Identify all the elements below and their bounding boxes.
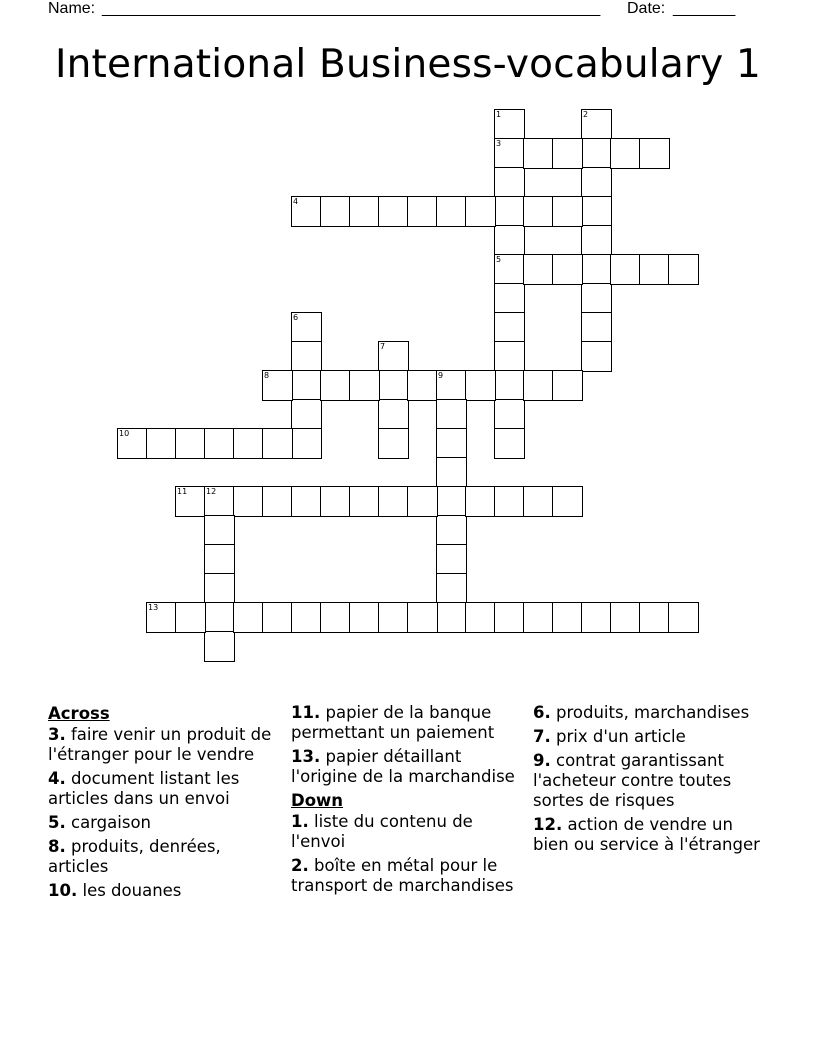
crossword-cell[interactable] [494, 138, 525, 169]
crossword-cell[interactable] [378, 370, 409, 401]
clue-text: les douanes [82, 881, 182, 900]
clue-text: document listant les articles dans un envoi [48, 769, 240, 808]
crossword-cell[interactable] [581, 109, 612, 140]
across-clue [48, 837, 280, 877]
crossword-cell[interactable] [320, 602, 351, 633]
crossword-cell[interactable] [465, 196, 496, 227]
clue-text: faire venir un produit de l'étranger pour le vendre [48, 725, 272, 764]
clue-number: 12. [533, 815, 563, 834]
cell-number: 5 [496, 255, 502, 264]
crossword-cell[interactable] [610, 138, 641, 169]
crossword-cell[interactable] [349, 196, 380, 227]
crossword-cell[interactable] [378, 486, 409, 517]
clue-text: cargaison [71, 813, 151, 832]
crossword-cell[interactable] [378, 341, 409, 372]
cell-number: 12 [206, 487, 217, 496]
cell-number: 4 [293, 197, 299, 206]
crossword-cell[interactable] [291, 341, 322, 372]
crossword-cell[interactable] [436, 457, 467, 488]
crossword-cell[interactable] [639, 254, 670, 285]
crossword-cell[interactable] [233, 486, 264, 517]
crossword-cell[interactable] [494, 283, 525, 314]
crossword-cell[interactable] [552, 602, 583, 633]
crossword-cell[interactable] [436, 573, 467, 604]
crossword-cell[interactable] [436, 602, 467, 633]
crossword-cell[interactable] [581, 196, 612, 227]
crossword-cell[interactable] [407, 196, 438, 227]
date-label: Date: [627, 0, 666, 17]
crossword-cell[interactable] [552, 196, 583, 227]
crossword-cell[interactable] [291, 399, 322, 430]
crossword-cell[interactable] [581, 283, 612, 314]
clue-number: 1. [291, 812, 309, 831]
crossword-cell[interactable] [436, 428, 467, 459]
crossword-cell[interactable] [175, 602, 206, 633]
crossword-cell[interactable] [175, 486, 206, 517]
crossword-cell[interactable] [204, 544, 235, 575]
crossword-cell[interactable] [378, 399, 409, 430]
crossword-cell[interactable] [581, 254, 612, 285]
cell-number: 1 [496, 110, 502, 119]
crossword-cell[interactable] [349, 486, 380, 517]
crossword-cell[interactable] [494, 109, 525, 140]
crossword-cell[interactable] [262, 428, 293, 459]
crossword-cell[interactable] [494, 341, 525, 372]
down-clue [533, 751, 765, 811]
clue-number: 7. [533, 727, 551, 746]
crossword-cell[interactable] [610, 602, 641, 633]
crossword-cell[interactable] [436, 515, 467, 546]
clue-number: 13. [291, 747, 321, 766]
crossword-cell[interactable] [204, 428, 235, 459]
crossword-cell[interactable] [204, 573, 235, 604]
crossword-cell[interactable] [494, 312, 525, 343]
crossword-cell[interactable] [581, 138, 612, 169]
clue-text: papier de la banque permettant un paiement [291, 703, 495, 742]
crossword-cell[interactable] [436, 196, 467, 227]
down-clue [533, 703, 765, 723]
crossword-cell[interactable] [349, 370, 380, 401]
cell-number: 8 [264, 371, 270, 380]
name-blank[interactable]: ________________________________________________________ [102, 0, 601, 17]
crossword-cell[interactable] [494, 602, 525, 633]
crossword-cell[interactable] [407, 486, 438, 517]
crossword-cell[interactable] [494, 254, 525, 285]
crossword-cell[interactable] [581, 602, 612, 633]
crossword-cell[interactable] [204, 631, 235, 662]
clue-text: boîte en métal pour le transport de marchandises [291, 856, 514, 895]
cell-number: 3 [496, 139, 502, 148]
crossword-cell[interactable] [436, 370, 467, 401]
crossword-cell[interactable] [639, 138, 670, 169]
down-clue [291, 812, 523, 852]
crossword-cell[interactable] [465, 486, 496, 517]
crossword-cell[interactable] [465, 602, 496, 633]
crossword-cell[interactable] [523, 196, 554, 227]
cell-number: 13 [148, 603, 159, 612]
crossword-cell[interactable] [291, 486, 322, 517]
down-clue [291, 856, 523, 896]
crossword-cell[interactable] [581, 341, 612, 372]
crossword-cell[interactable] [407, 602, 438, 633]
clue-number: 4. [48, 769, 66, 788]
crossword-cell[interactable] [610, 254, 641, 285]
clue-text: prix d'un article [556, 727, 686, 746]
cell-number: 6 [293, 313, 299, 322]
crossword-cell[interactable] [581, 312, 612, 343]
clue-number: 6. [533, 703, 551, 722]
down-clue [533, 727, 765, 747]
crossword-cell[interactable] [494, 225, 525, 256]
crossword-cell[interactable] [262, 486, 293, 517]
clue-text: action de vendre un bien ou service à l'étranger [533, 815, 760, 854]
crossword-cell[interactable] [407, 370, 438, 401]
clue-number: 11. [291, 703, 321, 722]
cell-number: 7 [380, 342, 386, 351]
crossword-cell[interactable] [523, 138, 554, 169]
crossword-cell[interactable] [494, 167, 525, 198]
crossword-cell[interactable] [494, 486, 525, 517]
across-clue [48, 813, 280, 833]
crossword-cell[interactable] [552, 370, 583, 401]
crossword-cell[interactable] [494, 399, 525, 430]
crossword-cell[interactable] [146, 428, 177, 459]
clue-number: 10. [48, 881, 78, 900]
clue-text: contrat garantissant l'acheteur contre toutes sortes de risques [533, 751, 732, 810]
down-clue [533, 815, 765, 855]
crossword-cell[interactable] [523, 602, 554, 633]
crossword-cell[interactable] [291, 312, 322, 343]
crossword-cell[interactable] [552, 138, 583, 169]
crossword-cell[interactable] [523, 370, 554, 401]
crossword-cell[interactable] [117, 428, 148, 459]
crossword-cell[interactable] [552, 486, 583, 517]
crossword-cell[interactable] [233, 602, 264, 633]
crossword-cell[interactable] [523, 486, 554, 517]
crossword-cell[interactable] [465, 370, 496, 401]
across-clue [291, 747, 523, 787]
clue-text: produits, denrées, articles [48, 837, 221, 876]
crossword-cell[interactable] [494, 428, 525, 459]
clue-text: liste du contenu de l'envoi [291, 812, 473, 851]
crossword-cell[interactable] [262, 602, 293, 633]
name-label: Name: [48, 0, 96, 17]
crossword-cell[interactable] [349, 602, 380, 633]
crossword-cell[interactable] [291, 370, 322, 401]
cell-number: 11 [177, 487, 188, 496]
crossword-cell[interactable] [320, 196, 351, 227]
crossword-cell[interactable] [146, 602, 177, 633]
crossword-cell[interactable] [494, 370, 525, 401]
clue-text: papier détaillant l'origine de la marchandise [291, 747, 515, 786]
cell-number: 9 [438, 371, 444, 380]
crossword-cell[interactable] [436, 399, 467, 430]
crossword-cell[interactable] [668, 602, 699, 633]
crossword-cell[interactable] [523, 254, 554, 285]
crossword-cell[interactable] [581, 167, 612, 198]
clue-text: produits, marchandises [556, 703, 750, 722]
page-title: International Business-vocabulary 1 [54, 42, 762, 87]
clues-column-1 [48, 703, 280, 905]
crossword-cell[interactable] [291, 602, 322, 633]
across-clue [48, 881, 280, 901]
crossword-cell[interactable] [291, 428, 322, 459]
clue-number: 5. [48, 813, 66, 832]
crossword-cell[interactable] [436, 544, 467, 575]
crossword-cell[interactable] [233, 428, 264, 459]
crossword-cell[interactable] [581, 225, 612, 256]
crossword-cell[interactable] [204, 486, 235, 517]
down-heading: Down [291, 791, 344, 810]
across-clue [48, 769, 280, 809]
clues-column-2 [291, 703, 523, 900]
crossword-cell[interactable] [204, 515, 235, 546]
across-heading: Across [48, 704, 110, 723]
date-blank[interactable]: _______ [673, 0, 736, 17]
clue-number: 9. [533, 751, 551, 770]
across-clue [48, 725, 280, 765]
crossword-cell[interactable] [668, 254, 699, 285]
crossword-cell[interactable] [291, 196, 322, 227]
crossword-cell[interactable] [262, 370, 293, 401]
crossword-cell[interactable] [639, 602, 670, 633]
crossword-cell[interactable] [494, 196, 525, 227]
crossword-cell[interactable] [320, 370, 351, 401]
cell-number: 2 [583, 110, 589, 119]
crossword-cell[interactable] [378, 196, 409, 227]
across-clue [291, 703, 523, 743]
cell-number: 10 [119, 429, 130, 438]
clue-number: 8. [48, 837, 66, 856]
crossword-cell[interactable] [175, 428, 206, 459]
clue-number: 2. [291, 856, 309, 875]
crossword-cell[interactable] [378, 428, 409, 459]
crossword-cell[interactable] [436, 486, 467, 517]
crossword-cell[interactable] [320, 486, 351, 517]
crossword-cell[interactable] [378, 602, 409, 633]
clue-number: 3. [48, 725, 66, 744]
crossword-cell[interactable] [552, 254, 583, 285]
clues-column-3 [533, 703, 765, 859]
crossword-cell[interactable] [204, 602, 235, 633]
